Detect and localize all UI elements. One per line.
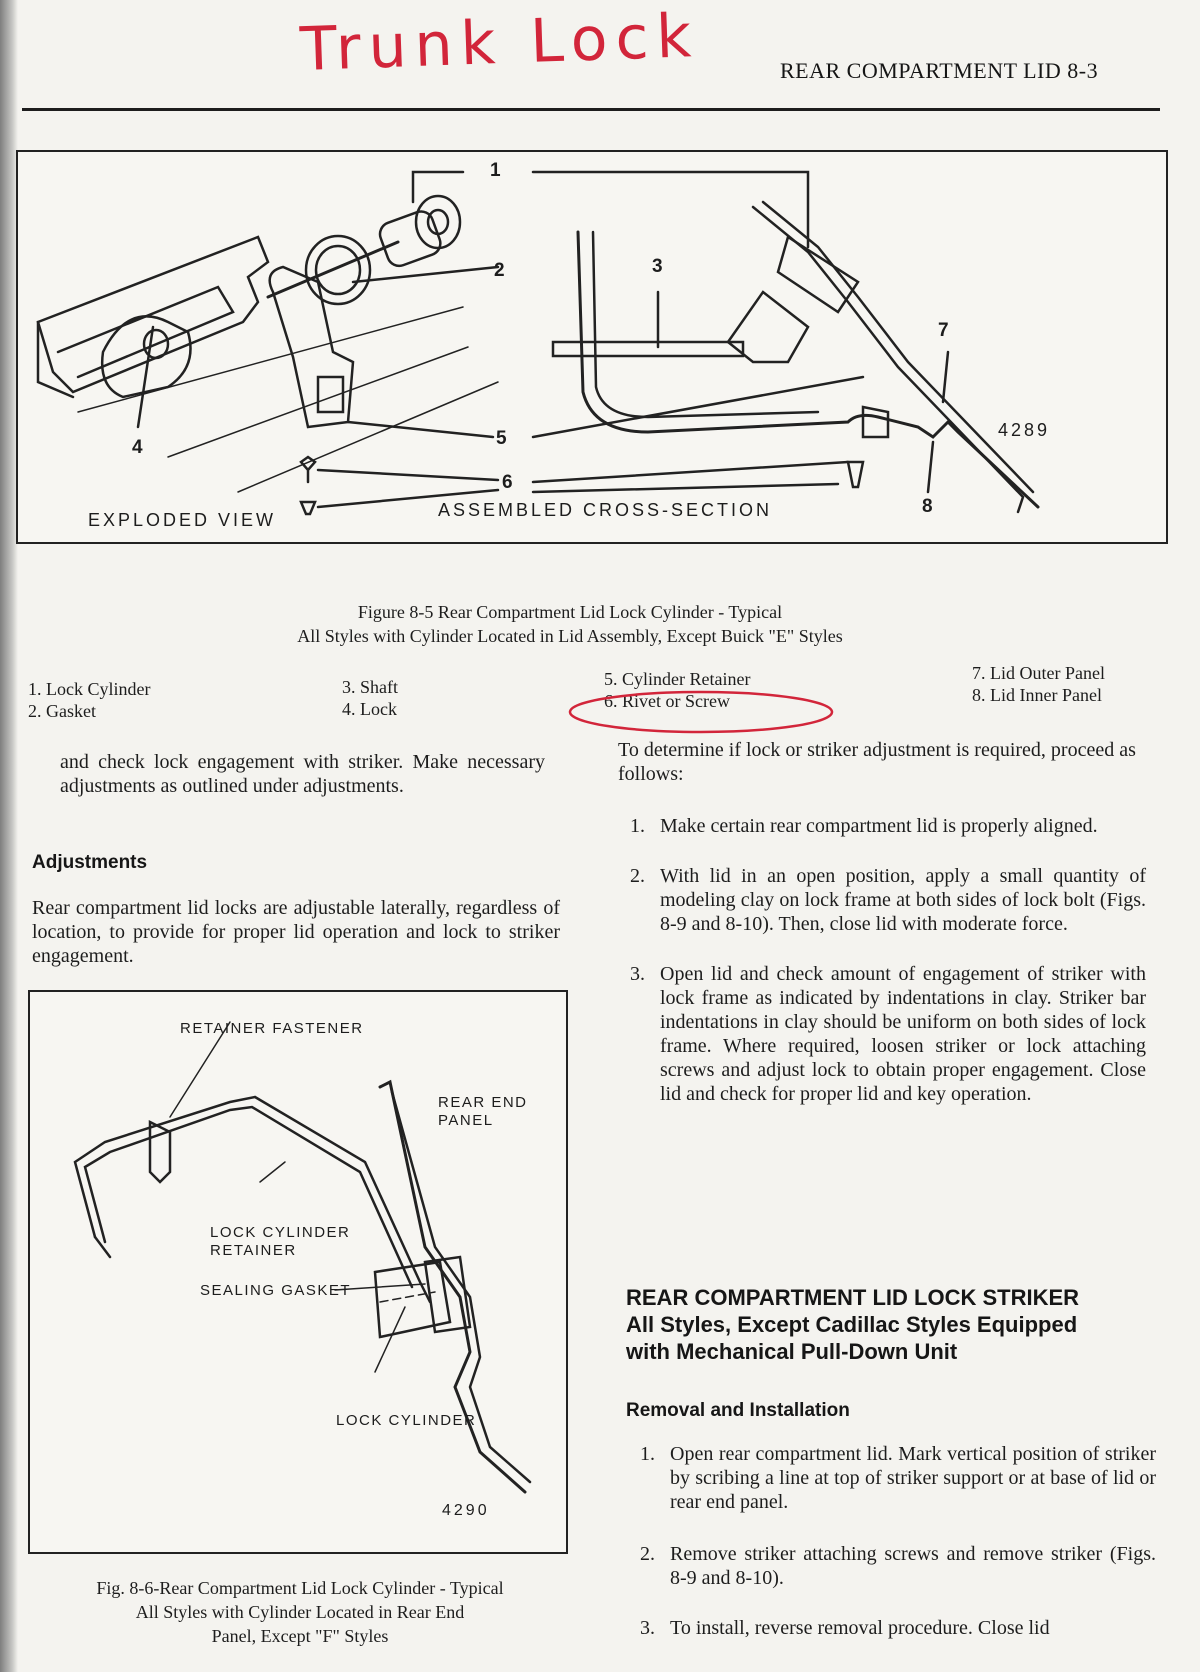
screw-assembled bbox=[848, 462, 863, 487]
step-number: 2. bbox=[640, 1543, 655, 1565]
step-text: With lid in an open position, apply a small quantity of modeling clay on lock frame at both sides of lock bolt (Figs. 8-9 and 8-10). Then, close lid with moderate force. bbox=[660, 865, 1146, 935]
legend-item: 1. Lock Cylinder bbox=[28, 679, 151, 699]
removal-heading: Removal and Installation bbox=[626, 1400, 850, 1421]
figure-8-6-caption-line1: Fig. 8-6-Rear Compartment Lid Lock Cylinder - Typical bbox=[96, 1578, 504, 1598]
step-text: Make certain rear compartment lid is properly aligned. bbox=[660, 815, 1098, 837]
lid-frame-inner bbox=[58, 287, 233, 377]
striker-heading-line3: with Mechanical Pull-Down Unit bbox=[626, 1339, 958, 1364]
retainer-assembled bbox=[863, 407, 888, 437]
legend-col-1 bbox=[28, 678, 150, 722]
running-head: REAR COMPARTMENT LID 8-3 bbox=[780, 58, 1099, 83]
rivet-exploded bbox=[301, 457, 315, 482]
step-number: 3. bbox=[640, 1617, 655, 1639]
label-rear-end-panel-1: REAR END bbox=[438, 1094, 528, 1111]
callout-3: 3 bbox=[652, 256, 663, 277]
header-rule bbox=[22, 108, 1160, 111]
step-number: 1. bbox=[630, 815, 645, 837]
leader-4 bbox=[138, 327, 153, 427]
leader-1-right bbox=[533, 172, 808, 247]
inner-panel-curve-2 bbox=[593, 232, 818, 417]
step-text: Open lid and check amount of engagement of striker with lock frame as indicated by indentations in clay. Striker bar indentations in clay should be uniform on both sides of lock frame. Where required, loosen striker or lock attaching screws and adjust lock to obtain proper engagement. Close lid and check for proper lid and key operation. bbox=[660, 963, 1146, 1105]
figure-8-5-illustration bbox=[18, 152, 1166, 542]
adjustments-text: Rear compartment lid locks are adjustable laterally, regardless of location, to provide for proper lid operation and lock to striker engagement. bbox=[32, 897, 560, 967]
callout-6: 6 bbox=[502, 472, 513, 493]
label-retainer-fastener: RETAINER FASTENER bbox=[180, 1020, 364, 1037]
striker-heading-line2: All Styles, Except Cadillac Styles Equipped bbox=[626, 1312, 1078, 1337]
leader-lock-cylinder-retainer bbox=[260, 1162, 285, 1182]
figure-number-4290: 4290 bbox=[442, 1502, 490, 1519]
bracket-tail bbox=[95, 1237, 110, 1257]
leader-6b-right bbox=[533, 484, 838, 492]
figure-8-6-illustration bbox=[30, 992, 566, 1552]
label-sealing-gasket: SEALING GASKET bbox=[200, 1282, 352, 1299]
lock-cylinder-body bbox=[377, 208, 444, 269]
leader-1 bbox=[413, 172, 463, 202]
legend-item: 4. Lock bbox=[342, 699, 397, 719]
left-continuation-text: and check lock engagement with striker. Make necessary adjustments as outlined under adjustments. bbox=[60, 751, 545, 797]
handwritten-title: Trunk Lock bbox=[298, 1, 701, 85]
figure-8-6-caption-line2: All Styles with Cylinder Located in Rear End bbox=[135, 1602, 465, 1622]
figure-8-5-caption-line1: Figure 8-5 Rear Compartment Lid Lock Cylinder - Typical bbox=[357, 602, 783, 622]
step-text: Remove striker attaching screws and remove striker (Figs. 8-9 and 8-10). bbox=[670, 1543, 1156, 1589]
figure-number-4289: 4289 bbox=[998, 420, 1051, 440]
figure-8-5-frame bbox=[16, 150, 1168, 544]
lock-cylinder-face bbox=[416, 196, 460, 248]
adjustment-steps bbox=[630, 814, 1146, 1106]
step-text: To install, reverse removal procedure. Close lid bbox=[670, 1617, 1050, 1639]
floor-line-2 bbox=[238, 382, 498, 492]
label-lock-cylinder: LOCK CYLINDER bbox=[336, 1412, 477, 1429]
gasket-inner bbox=[316, 246, 360, 294]
removal-step bbox=[640, 1616, 1156, 1640]
removal-steps bbox=[640, 1442, 1156, 1640]
figure-8-6-caption-line3: Panel, Except "F" Styles bbox=[211, 1626, 389, 1646]
legend-item: 8. Lid Inner Panel bbox=[972, 685, 1102, 705]
callout-8: 8 bbox=[922, 496, 933, 517]
legend-item: 3. Shaft bbox=[342, 677, 398, 697]
figure-8-5-caption-line2: All Styles with Cylinder Located in Lid Assembly, Except Buick "E" Styles bbox=[297, 626, 843, 646]
step-number: 2. bbox=[630, 865, 645, 887]
long-rod bbox=[78, 307, 463, 412]
leader-6a-right bbox=[533, 462, 848, 482]
exploded-view-label: EXPLODED VIEW bbox=[88, 510, 277, 530]
leader-2 bbox=[353, 267, 498, 282]
leader-7 bbox=[943, 352, 948, 402]
adjustment-step bbox=[630, 962, 1146, 1106]
callout-4: 4 bbox=[132, 437, 143, 458]
cross-section-label: ASSEMBLED CROSS-SECTION bbox=[438, 500, 773, 520]
label-rear-end-panel-2: PANEL bbox=[438, 1112, 494, 1129]
step-number: 1. bbox=[640, 1443, 655, 1465]
figure-8-5-caption bbox=[170, 600, 970, 648]
removal-step bbox=[640, 1442, 1156, 1514]
leader-5 bbox=[348, 422, 493, 437]
adjustment-step bbox=[630, 864, 1146, 936]
figure-8-6-frame bbox=[28, 990, 568, 1554]
striker-heading-block bbox=[626, 1284, 1166, 1365]
lock-cylinder-keyway bbox=[428, 210, 448, 234]
step-text: Open rear compartment lid. Mark vertical position of striker by scribing a line at top of striker support or at base of lid or rear end panel. bbox=[670, 1443, 1156, 1513]
legend-item: 6. Rivet or Screw bbox=[604, 691, 730, 711]
red-ellipse-annotation bbox=[566, 687, 836, 737]
adjustments-heading: Adjustments bbox=[32, 852, 148, 873]
figure-8-6-caption bbox=[30, 1576, 570, 1648]
legend-item: 7. Lid Outer Panel bbox=[972, 663, 1105, 683]
callout-1: 1 bbox=[490, 160, 501, 181]
right-intro-text: To determine if lock or striker adjustment is required, proceed as follows: bbox=[618, 739, 1136, 785]
fastener bbox=[150, 1122, 170, 1182]
callout-7: 7 bbox=[938, 320, 949, 341]
rear-end-panel bbox=[380, 1082, 525, 1492]
label-lock-cylinder-retainer-1: LOCK CYLINDER bbox=[210, 1224, 351, 1241]
callout-2: 2 bbox=[494, 260, 505, 281]
legend-col-2 bbox=[342, 676, 398, 720]
label-lock-cylinder-retainer-2: RETAINER bbox=[210, 1242, 297, 1259]
legend-col-4 bbox=[972, 662, 1105, 706]
legend-item: 5. Cylinder Retainer bbox=[604, 669, 751, 689]
callout-5: 5 bbox=[496, 428, 507, 449]
striker-heading-line1: REAR COMPARTMENT LID LOCK STRIKER bbox=[626, 1285, 1080, 1310]
screw-exploded bbox=[301, 502, 315, 514]
lock-cylinder-86 bbox=[375, 1262, 450, 1337]
adjustment-step bbox=[630, 814, 1146, 838]
removal-step bbox=[640, 1542, 1156, 1590]
leader-8 bbox=[928, 442, 933, 492]
leader-6a bbox=[318, 470, 498, 480]
step-number: 3. bbox=[630, 963, 645, 985]
legend-item: 2. Gasket bbox=[28, 701, 96, 721]
lock-assembly bbox=[728, 292, 808, 362]
